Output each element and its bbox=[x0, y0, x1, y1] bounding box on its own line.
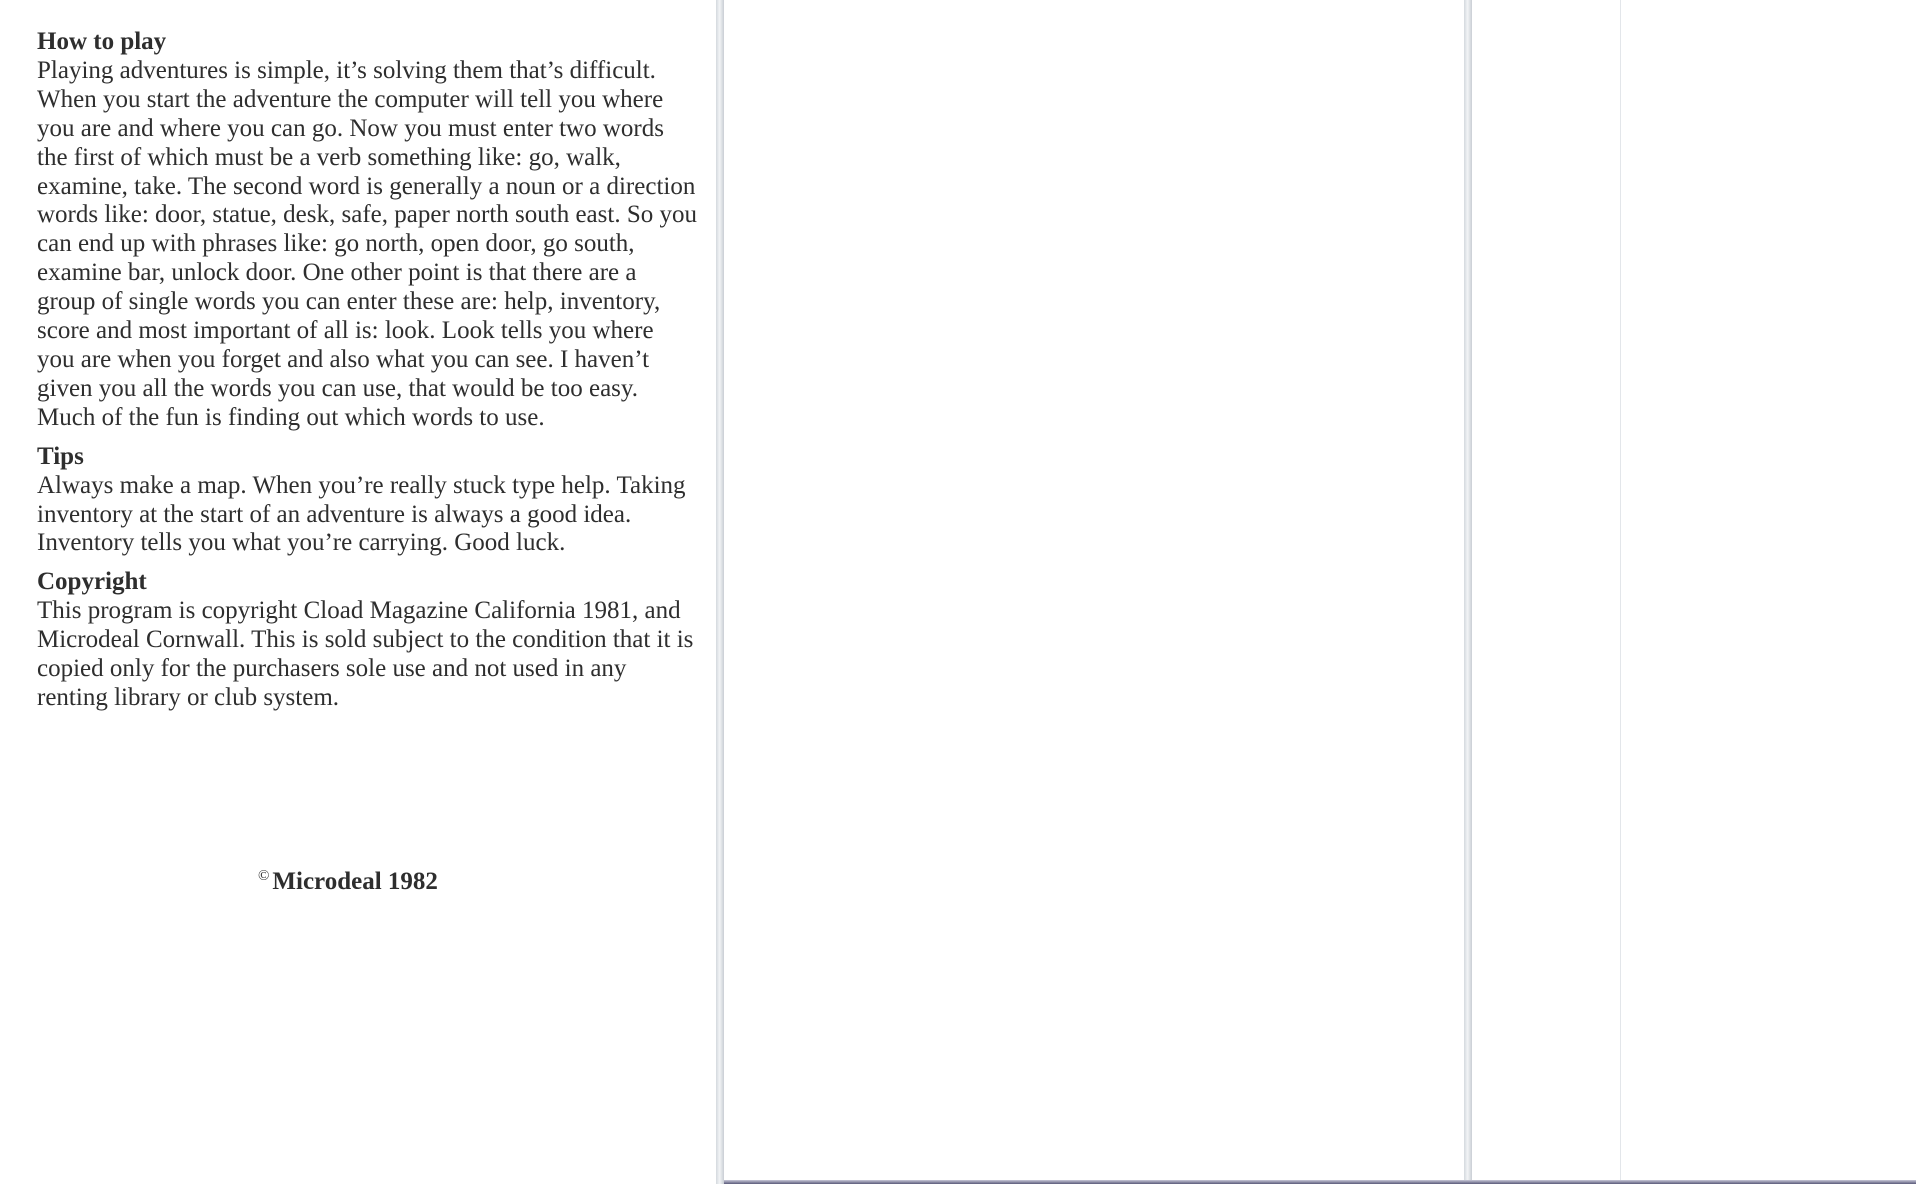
fold-crease bbox=[1620, 0, 1621, 1184]
section-body: This program is copyright Cload Magazine California 1981, and Microdeal Cornwall. This is sold subject to the condition that it is copied only for the purchasers sole use and not used in any renting library or club system. bbox=[37, 597, 694, 711]
section-heading: Tips bbox=[37, 442, 84, 470]
section-heading: Copyright bbox=[37, 568, 147, 596]
section-heading: How to play bbox=[37, 28, 167, 55]
publisher-footer bbox=[258, 861, 438, 897]
instructions-text bbox=[37, 28, 697, 723]
paper-edge bbox=[724, 1180, 1916, 1184]
section-body: Playing adventures is simple, it’s solving them that’s difficult. When you start the adventure the computer will tell you where you are and where you can go. Now you must enter two words the first of which must be a verb something like: go, walk, examine, take. The second word is generally a noun or a direction words like: door, statue, desk, safe, paper north south east. So you can end up with phrases like: go north, open door, go south, examine bar, unlock door. One other point is that there are a group of single words you can enter these are: help, inventory, score and most important of all is: look. Look tells you where you are when you forget and also what you can see. I haven’t given you all the words you can use, that would be too easy. Much of the fun is finding out which words to use. bbox=[37, 56, 697, 431]
section-body: Always make a map. When you’re really stuck type help. Taking inventory at the start of an adventure is always a good idea. Inventory tells you what you’re carrying. Good luck. bbox=[37, 471, 686, 557]
section-how-to-play bbox=[37, 28, 697, 433]
fold-crease bbox=[716, 0, 724, 1184]
middle-panel bbox=[724, 0, 1464, 1184]
section-copyright bbox=[37, 568, 697, 713]
copyright-symbol: © bbox=[258, 868, 270, 884]
section-tips bbox=[37, 443, 697, 559]
fold-crease bbox=[1464, 0, 1472, 1184]
footer-text: Microdeal 1982 bbox=[272, 868, 438, 895]
left-panel bbox=[0, 0, 716, 1184]
right-panel bbox=[1472, 0, 1916, 1184]
